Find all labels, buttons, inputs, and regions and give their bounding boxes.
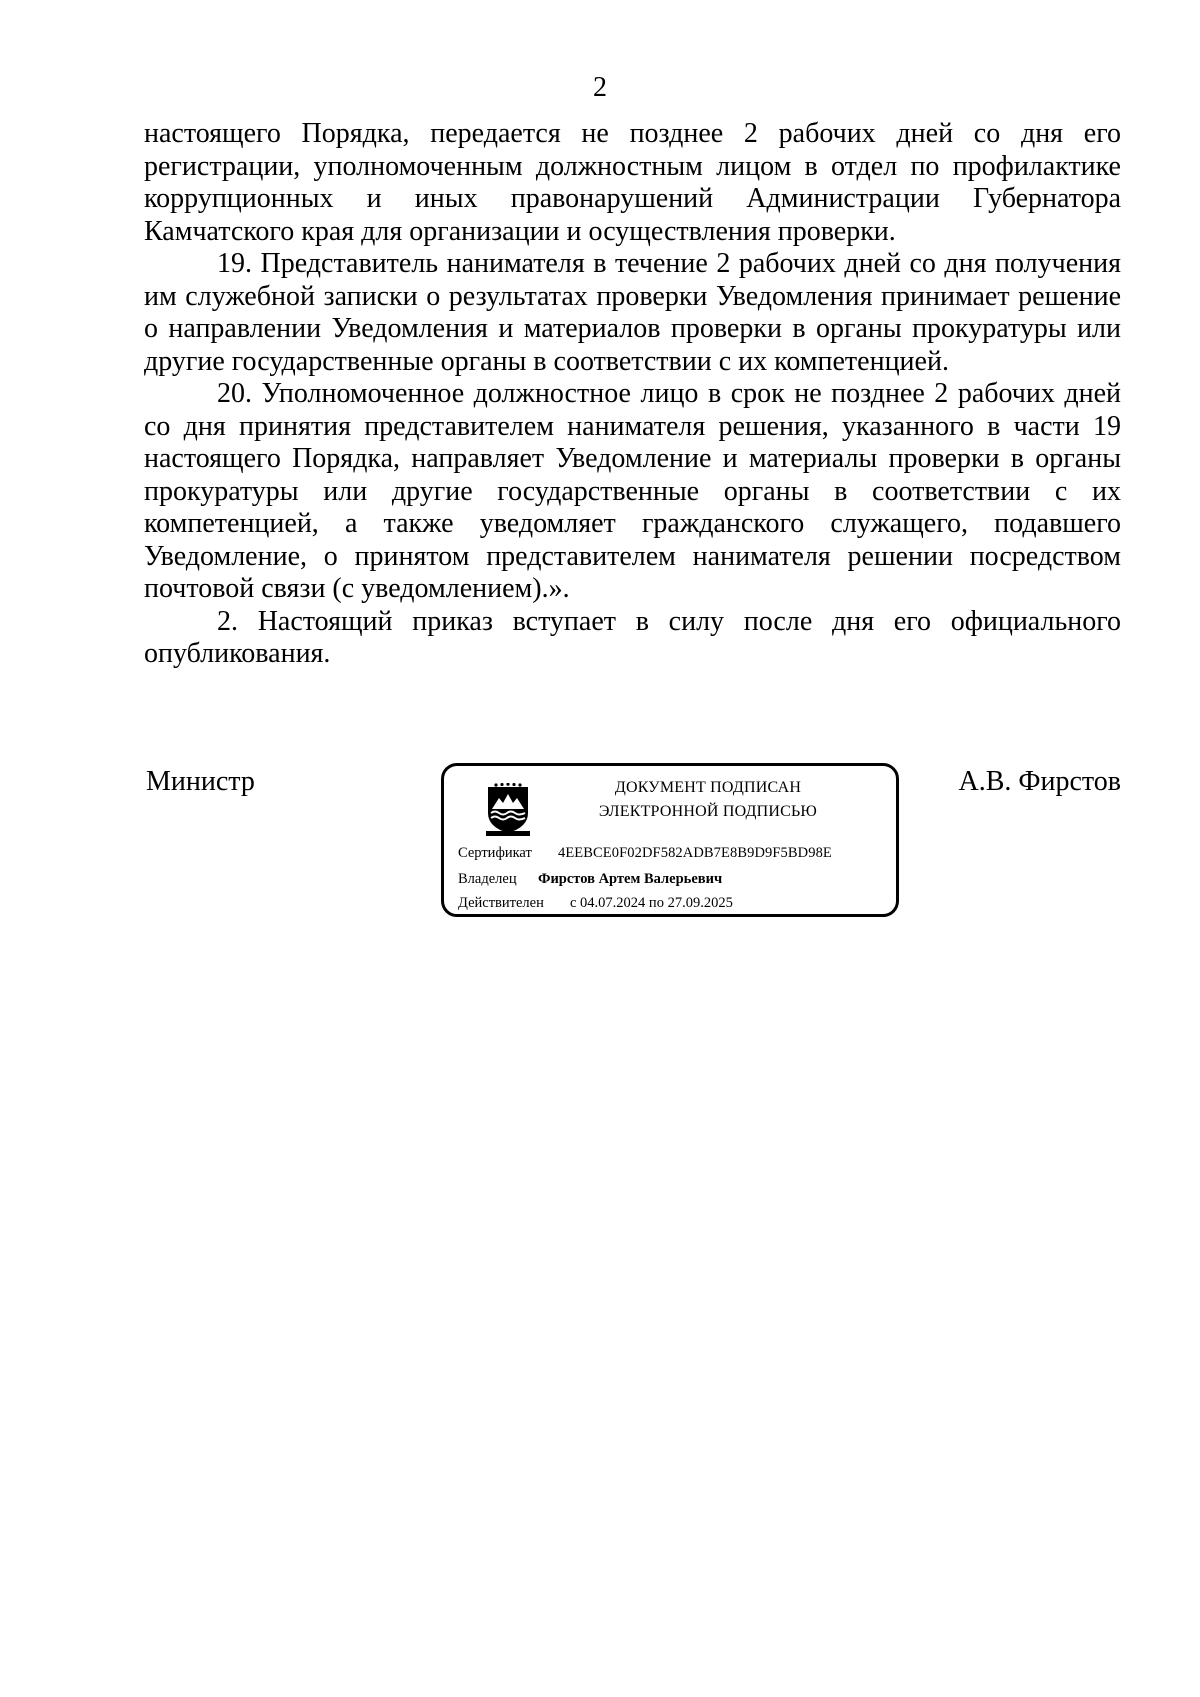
stamp-validity-row (458, 894, 733, 912)
stamp-header-line1: ДОКУМЕНТ ПОДПИСАН (614, 779, 802, 796)
stamp-header (548, 776, 868, 824)
stamp-owner-row (458, 870, 723, 888)
stamp-certificate-row (458, 844, 832, 862)
certificate-label: Сертификат (458, 845, 532, 861)
owner-label: Владелец (458, 871, 517, 887)
paragraph-item-20: 20. Уполномоченное должностное лицо в срок не позднее 2 рабочих дней со дня принятия представителем нанимателя решения, указанного в части 19 настоящего Порядка, направляет Уведомление и материалы проверки в органы прокуратуры или другие государственные органы в соответствии с их компетенцией, а также уведомляет гражданского служащего, подавшего Уведомление, о принятом представителем нанимателя решении посредством почтовой связи (с уведомлением).». (144, 378, 1121, 604)
kamchatka-coat-of-arms-icon (482, 783, 534, 837)
signer-name: А.В. Фирстов (958, 766, 1121, 797)
certificate-value: 4EEBCE0F02DF582ADB7E8B9D9F5BD98E (558, 845, 832, 861)
owner-value: Фирстов Артем Валерьевич (538, 871, 723, 887)
paragraph-continuation: настоящего Порядка, передается не позднее 2 рабочих дней со дня его регистрации, уполномоченным должностным лицом в отдел по профилактике коррупционных и иных правонарушений Администрации Губернатора Камчатского края для организации и осуществления проверки. (144, 118, 1121, 247)
validity-value: с 04.07.2024 по 27.09.2025 (570, 895, 733, 911)
signature-block (144, 766, 1121, 926)
paragraph-item-19: 19. Представитель нанимателя в течение 2 рабочих дней со дня получения им служебной записки о результатах проверки Уведомления принимает решение о направлении Уведомления и материалов проверки в органы прокуратуры или другие государственные органы в соответствии с их компетенцией. (144, 248, 1121, 377)
validity-label: Действителен (458, 895, 544, 911)
paragraph-item-2: 2. Настоящий приказ вступает в силу после дня его официального опубликования. (144, 605, 1121, 669)
signer-position: Министр (146, 766, 255, 797)
stamp-header-line2: ЭЛЕКТРОННОЙ ПОДПИСЬЮ (598, 803, 818, 820)
page-number: 2 (593, 72, 607, 103)
document-body (144, 118, 1121, 671)
electronic-signature-stamp (441, 763, 899, 917)
